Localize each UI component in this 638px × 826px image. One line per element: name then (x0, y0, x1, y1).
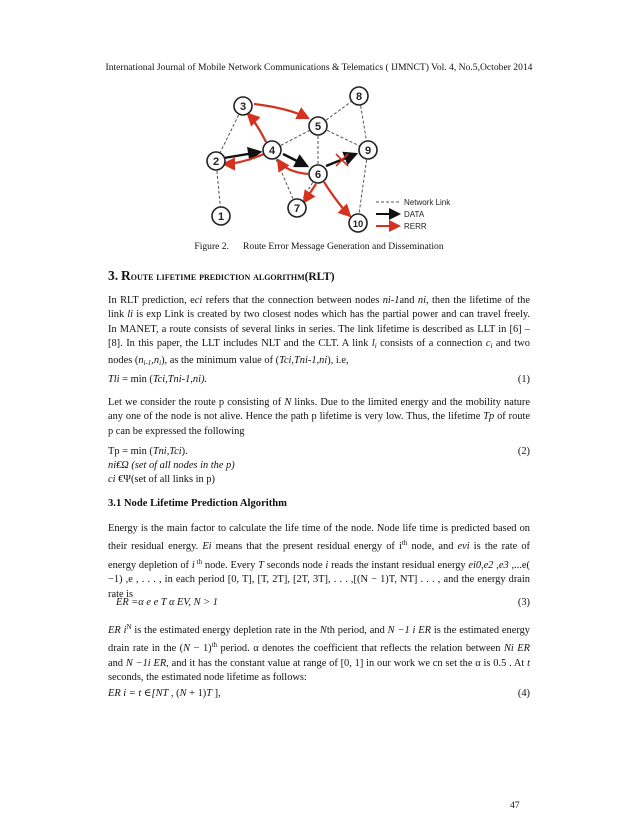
svg-text:7: 7 (293, 203, 301, 215)
equation-1: Tli = min (Tci,Tni-1,ni). (1) (108, 374, 530, 385)
svg-text:8: 8 (355, 91, 363, 103)
legend-network-link: Network Link (404, 198, 451, 207)
node-2 (207, 152, 225, 170)
paragraph-4: ER $i^N$ is the estimated energy depletion rate in the Nth period, and N −1 i ER is the estimated energy drain rate in the $(N - 1)^{th}$ period. α denotes the coefficient that reflects the relation between Ni ER and N −1i ER, and it has the constant value at range of [0, 1] in our work we cn set the α is 0.5 . At t seconds, the estimated node lifetime as follows: (108, 623, 531, 684)
svg-text:4: 4 (268, 145, 276, 157)
svg-text:9: 9 (364, 145, 372, 157)
paragraph-2: Let we consider the route p consisting of N links. Due to the limited energy and the mobility nature any one of the node is not alive. Hence the path p lifetime is very low. Thus, the lifetime Tp of route p can be expressed the following (108, 397, 530, 437)
subsection-heading: 3.1 Node Lifetime Prediction Algorithm (108, 498, 287, 509)
node-9 (359, 141, 377, 159)
equation-4: ER i = t ∈[NT , (N + 1)T ], (4) (108, 688, 530, 699)
equation-3: ER =α e e T α EV, N > 1 (3) (116, 597, 530, 608)
node-10 (349, 214, 367, 232)
paragraph-1: In RLT prediction, eci refers that the connection between nodes ni-1and ni, then the lifetime of the link li is exp Link is created by two closest nodes which has the partial power and can travel freely. In MANET, a route consists of several links in series. The link lifetime is described as LLT in [6] – [8]. In this paper, the LLT includes NLT and the CLT. A link $l_i$ consists of a connection $c_i$ and two nodes $(n_{i-1},n_i)$, as the minimum value of (Tci,Tni-1,ni), i.e, (108, 295, 530, 367)
node-7 (288, 199, 306, 217)
journal-header: International Journal of Mobile Network Communications & Telematics ( IJMNCT) Vol. 4, No.5,October 2014 (105, 62, 533, 73)
svg-text:10: 10 (352, 219, 364, 230)
network-figure (196, 86, 458, 240)
rerr-path (224, 104, 350, 216)
figure-legend (376, 198, 451, 231)
node-1 (212, 207, 230, 225)
svg-text:1: 1 (217, 211, 225, 223)
node-8 (350, 87, 368, 105)
node-4 (263, 141, 281, 159)
node-6 (309, 165, 327, 183)
legend-rerr: RERR (404, 222, 427, 231)
node-3 (234, 97, 252, 115)
svg-text:6: 6 (314, 169, 322, 181)
legend-data: DATA (404, 210, 425, 219)
equation-2: Tp = min (Tni,Tci). (2) (108, 446, 530, 457)
svg-text:3: 3 (239, 101, 247, 113)
equation-2-set-links: ci €Ψ(set of all links in p) (108, 474, 215, 485)
svg-text:5: 5 (314, 121, 322, 133)
page-number: 47 (510, 800, 520, 811)
figure-caption: Figure 2. Route Error Message Generation and Dissemination (194, 241, 444, 252)
paragraph-3: Energy is the main factor to calculate the life time of the node. Node life time is predicted based on their residual energy. Ei means that the present residual energy of $i^{th}$ node, and evi is the rate of energy depletion of i $^{th}$ node. Every T seconds node i reads the instant residual energy ei0,e2 ,e3 ,...e( −1) ,e , . . . , in each period [0, T], [T, 2T], [2T, 3T], . . . ,[(N − 1)T, NT] . . . , and the energy drain rate is (108, 523, 530, 600)
section-heading: 3. Route lifetime prediction algorithm(RLT) (108, 268, 335, 283)
equation-2-set-nodes: ni€Ω (set of all nodes in the p) (108, 460, 235, 471)
node-5 (309, 117, 327, 135)
svg-text:2: 2 (212, 156, 220, 168)
